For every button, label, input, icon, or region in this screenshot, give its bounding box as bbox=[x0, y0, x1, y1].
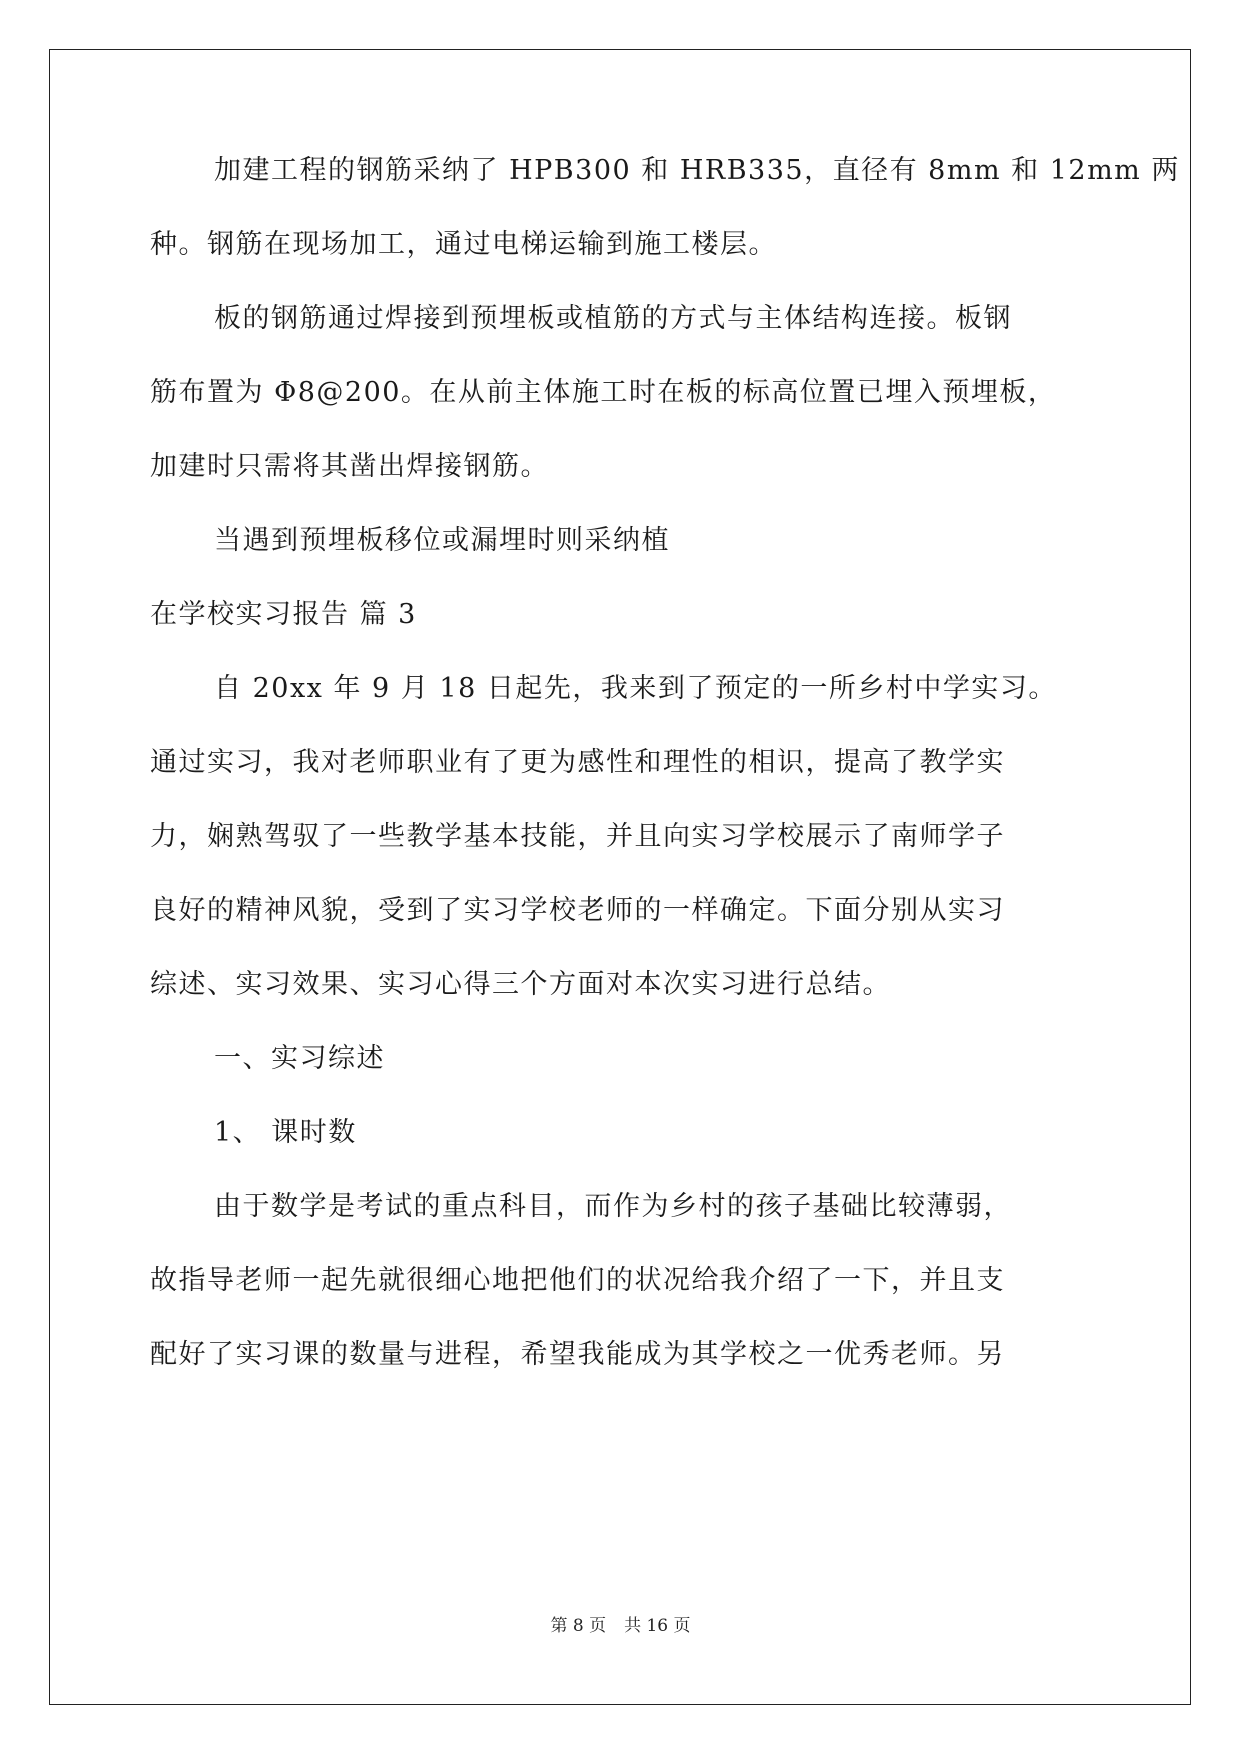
text-line: 自 20xx 年 9 月 18 日起先，我来到了预定的一所乡村中学实习。 bbox=[214, 673, 1057, 704]
page-border bbox=[49, 49, 1191, 1705]
text-line: 良好的精神风貌，受到了实习学校老师的一样确定。下面分别从实习 bbox=[150, 895, 1005, 926]
text-line: 配好了实习课的数量与进程，希望我能成为其学校之一优秀老师。另 bbox=[150, 1339, 1005, 1370]
subheading: 一、实习综述 bbox=[214, 1043, 385, 1074]
text-line: 加建时只需将其凿出焊接钢筋。 bbox=[150, 451, 549, 482]
text-line: 种。钢筋在现场加工，通过电梯运输到施工楼层。 bbox=[150, 229, 777, 260]
text-line: 由于数学是考试的重点科目，而作为乡村的孩子基础比较薄弱， bbox=[214, 1191, 1012, 1222]
text-line: 力，娴熟驾驭了一些教学基本技能，并且向实习学校展示了南师学子 bbox=[150, 821, 1005, 852]
text-line: 综述、实习效果、实习心得三个方面对本次实习进行总结。 bbox=[150, 969, 891, 1000]
text-line: 通过实习，我对老师职业有了更为感性和理性的相识，提高了教学实 bbox=[150, 747, 1005, 778]
text-line: 当遇到预埋板移位或漏埋时则采纳植 bbox=[214, 525, 670, 556]
text-line: 筋布置为 Φ8@200。在从前主体施工时在板的标高位置已埋入预埋板， bbox=[150, 377, 1057, 408]
subheading: 1、 课时数 bbox=[214, 1117, 357, 1148]
page-number-total: 共 16 页 bbox=[624, 1616, 691, 1636]
section-heading: 在学校实习报告 篇 3 bbox=[150, 599, 417, 630]
text-line: 加建工程的钢筋采纳了 HPB300 和 HRB335，直径有 8mm 和 12mm 两 bbox=[214, 155, 1180, 186]
text-line: 板的钢筋通过焊接到预埋板或植筋的方式与主体结构连接。板钢 bbox=[214, 303, 1012, 334]
text-line: 故指导老师一起先就很细心地把他们的状况给我介绍了一下，并且支 bbox=[150, 1265, 1005, 1296]
page-number-current: 第 8 页 bbox=[550, 1616, 607, 1636]
page-footer bbox=[0, 1615, 1241, 1637]
